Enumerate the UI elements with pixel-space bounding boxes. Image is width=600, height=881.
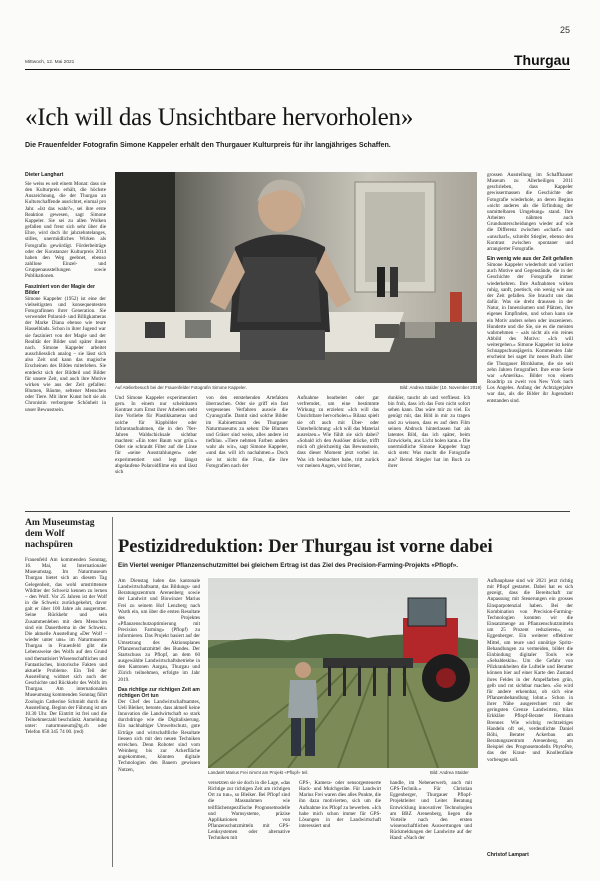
main-column-1	[25, 181, 106, 504]
main-col4-text: Aufnahme bearbeitet oder gar verfremdet, um eine bestimmte Wirkung zu erzielen: «Ich will das Unsichtbare hervorholen.» Bilanz spielt sie oft auch mit Über- oder Unterbelichtung: «Ich will das Material ausreizen.» Wie fühlt sie sich dabei? «Sobald ich den Auslöser drücke, trifft mich oft gleichzeitig das Bewusstsein, dass dieser Moment jetzt vorbei ist. Was ich beobachtet habe, tritt zurück vor meinen Augen, wird ferner,	[297, 395, 379, 469]
second-col5-text: Aufbauphase sind wir 2021 jetzt richtig mit Pflopf gestartet. Dabei hat es sich gezeigt, dass die Bereitschaft zur Anpassung mit Steuerungen ein grosses Einsparpotenzial haben. Bei der Kombination von Precision-Farming-Technologien konnten wir die Einsatzmenge an Pflanzenschutzmitteln um 25 Prozent reduzieren», so Eggenberger. Ein weiterer effektiver Mittel, um teure und unnötige Spritz-Behandlungen zu vermeiden, bildet die Einbindung digitaler Tools wie «Sebaldeskin». Um die Gefahr von Pilzkrankheiten die Lufteile und Beratter können hier auf einer Karte den Zustand ihres Feldes in der Ampelfarben grün, gelb und rot sichtbar machen. «So wird für andere erkennbar, ob sich eine Pflanzenbehandlung lohnt.» Schon in ihrer Nähe ausgerechnet mit der geringsten Grenze Landwirten, bilan Erkkläre Pflopf-Berater Hermann Brenner. Wie wichtig rechtzeitiges Handeln oft sei, verdeutlichte Daniel Böhi, Berater Ackerbau am Beratungszentrum Arenenberg, am Beispiel des Prognosemodells PhytoPre, das der Kraut- und Knollenfäule vorbeugen soll.	[487, 578, 573, 763]
section-title: Thurgau	[514, 52, 570, 68]
main-col2-text: Und Simone Kappeler experimentiert gern. In einem nur scheinbaren Kontrast zum Ernst ihrer Arbeiten steht ihre Vorliebe für Plastikkameras und solche für Kippbilder oder Infrarotaufnahmen, die in den 70er-Jahren Waldschicksale sichtbar machten: «Ein toter Baum war grün.» Oder sie schraubt Filter auf die Linse für «seine Ausstrahlungen» oder experimentiert und legt längst abgelaufene Polaroidfilme ein und lässt sich	[115, 395, 197, 475]
main-photo-caption: Auf Atelierbesuch bei der Frauenfelder Fotografin Simone Kappeler.	[115, 385, 247, 390]
second-author: Christof Lampart	[487, 852, 529, 858]
second-photo-caption: Landwirt Marius Frei nimmt am Projekt «Pflopf» teil.	[208, 770, 309, 775]
farmer-tractor-image	[208, 578, 478, 768]
main-col6b-text: Simone Kappeler wiederholt und variiert auch Motive und Gegenstände, die in der Geschichte der Fotografie immer wiederkehren. Ihre Aufnahmen wirken ruhig, sanft, poetisch, ein wenig wie aus der Zeit gefallen. Sie braucht uns das dafür. Was sie dreht draussen in der Natur, in Innenräumen und Plätzen, ihre eigenes Empfinden, und schon kann sie ein Motiv anders sehen oder inszenieren. Hunderte und die Sie, sie es die meisten wahrnehmen – «als nicht als ein reines Abbild des Motivs: «Ich will weitergeben.» Simone Kappeler ist keine Schnappschussjägerin. Kommenden Jahr erscheint bei saget ihr neues Buch über die Thurgauer Birnbäume, die sie seit zehn Jahren fotografiert. Ihre erste Serie war «Amerika». Bilder von einem Roadtrip zu zweit von New York nach Los Angeles. Anfang der Achtzigerjahre war das, als die Bilder ihr Jugendzeit entstanden sind.	[487, 262, 573, 404]
main-lead: Die Frauenfelder Fotografin Simone Kappeler erhält den Thurgauer Kulturpreis für ihr langjähriges Schaffen.	[25, 141, 391, 149]
main-column-6	[487, 172, 573, 505]
second-subhead: Das richtige zur richtigen Zeit am richtigen Ort tun	[118, 686, 200, 699]
main-subhead-1: Fasziniert von der Magie der Bilder	[25, 283, 96, 296]
header-rule	[25, 69, 570, 70]
second-column-2	[208, 780, 290, 868]
main-column-5	[388, 395, 470, 505]
second-col4-text: handle, im Nebenerwerb, auch mit GPS-Technik.» Für Christian Eggenberger, Thurgauer Pflopf-Projektleiter und Leiter Beratung Entwicklung innovativer Technologien am BBZ Arenenberg, liegen die Vorteile nach den ersten wissenschaftlichen Auswertungen und Rückmeldungen der Landwirte auf der Hand: «Nach der	[390, 780, 472, 842]
main-col5-text: dunkler, taucht ab und verfliesst. Ich bin froh, dass ich das Foto nicht sofort sehen kann. Das wäre mir zu viel. Es genügt mir, das Bild in mir zu tragen und zu wissen, dass es auf dem Film seinen Abdruck hinterlassen hat als latentes Bild, das ich später, beim Entwickeln, ans Licht holen kann.» Die unermüdliche Simone Kappeler fragt sich stets: Was macht die Fotografie aus? Bernd Stiegler hat im Buch zu ihrer	[388, 395, 470, 469]
main-column-3	[206, 395, 288, 505]
second-photo	[208, 578, 478, 768]
main-photo-credit: Bild: Andrea Stalder (10. November 2019)	[400, 385, 482, 390]
sidebar-divider	[112, 517, 113, 867]
main-author: Dieter Langhart	[25, 172, 64, 178]
sidebar-text	[25, 557, 107, 862]
main-col1-text: Sie weiss es seit einem Monat: dass sie den Kulturpreis erhält, die höchste Auszeichnung, die der Thurgau an Kulturschaffende ausrichtet, einmal pro Jahr. «Ist das wahr?», sei ihre erste Reaktion gewesen, sagt Simone Kappeler. Sie sei zu allen Wolken gefallen und freut sich sehr über die Ehre, wird doch ihr jahrzehntelanges, stilles, unermüdliches Wirken als Fotografin gewürdigt. Förderbeiträge oder der Konstanzer Kulturpreis 2014 haben den Weg geebnet, ebenso zahllose Einzel- und Gruppenausstellungen sowie Publikationen.	[25, 181, 106, 280]
second-lead: Ein Viertel weniger Pflanzenschutzmittel bei gleichem Ertrag ist das Ziel des Precision-Farming-Projekts «Pflopf».	[118, 562, 459, 569]
story-divider	[25, 511, 570, 512]
sidebar-body: Frauenfeld Am kommenden Sonntag, 16. Mai, ist Internationaler Museumstag. Im Naturmuseum Thurgau bietet sich an diesem Tag Gelegenheit, das wohl umstrittenste Wildtier der Schweiz kennen zu lernen – den Wolf. Vor 25 Jahren ist der Wolf in die Schweiz zurückgekehrt, davor galt er über 100 Jahre als ausgerottet. Seine Rückkehr und sein Zusammenleben mit dem Menschen sind ein Dauerthema in der Schweiz. Die aktuelle Ausstellung «Der Wolf – wieder unter uns» im Naturmuseum Thurgau in Frauenfeld gibt die Lebensweise des Wolfs auf den Grund und thematisiert Wissenschaftliches und Fantastisches, historische Fakten und aktuelle Probleme. Ein Teil der Ausstellung widmet sich auch der Geschichte und Rückkehr des Wolfs im Thurgau. Am internationalen Museumstag kommenden Sonntag führt Zoologin Catherine Schmidt durch die Ausstellung. Beginn der Führung ist um 10.30 Uhr. Der Eintritt ist frei und die Teilnehmerzahl beschränkt. Anmeldung unter: naturmuseum@tg.ch oder Telefon 058 345 74 00. (red)	[25, 557, 107, 736]
main-headline: «Ich will das Unsichtbare hervorholen»	[25, 104, 414, 131]
main-column-2	[115, 395, 197, 505]
second-col1b-text: Der Chef des Landwirtschaftsamtes, Ueli Bleiker, betonte, dass aktuell keine Innovation die Landwirtschaft so stark durchdringe wie die Digitalisierung. Ein nachhaltiger Umweltschutz, gute Erträge und wirtschaftliche Resultate liessen sich mit den neuen Techniken erreichen. Denn Roboter sind vom Weinberg bis zur Ackerfläche angekommen, könnten digitale Technologien den Bauern gewissen Nutzen,	[118, 698, 200, 773]
main-photo	[115, 172, 477, 383]
second-column-1	[118, 578, 200, 868]
second-col2-text: versetzten sie sie doch in die Lage, «das Richtige zur richtigen Zeit am richtigen Ort zu tun», so Bleiker. Bei Pflopf sind die Massnahmen wie teilflächenspezifische Prognosemodelle und Warnsysteme, präzise Applikationen von Pflanzenschutzmitteln mit GPS-Lenksystemen oder alternative Techniken mit	[208, 780, 290, 842]
photographer-portrait-image	[115, 172, 477, 383]
second-column-4	[390, 780, 472, 868]
page-number: 25	[559, 25, 570, 35]
main-col3-text: von den entstehenden Artefakten überraschen. Oder sie griff ein fast vergessenes Verfahren auswie die Cyanografie. Damit sind solche Bilder im Kabinettraum des Thurgauer Naturmuseums zu sehen: Die Blumen und Gräser sind weiss, alles andere ist tiefblau. «Tiere nehmen Farben anders wahr als wir», sagt Simone Kappeler, «und das will ich nachahmen.» Doch sie ist nicht die Frau, die ihre Fotografien nach der	[206, 395, 288, 469]
second-col1-text: Am Dienstag luden das kantonale Landwirtschaftsamt, das Bildungs- und Beratungszentrum Arenenberg sowie der Landwirt und Biowinzer Marius Frei zu seinem Hof Lenzberg nach Warth ein, um über die ersten Resultate des Projektes «Pflanzenschutzoptimierung mit Precision Farming» (Pflopf) zu informieren. Das Projekt basiert auf der Umsetzung des Aktionsplanes Pflanzenschutzmittel des Bundes. Der Startschuss zu Pflopf, an dem 60 ausgewählte Landwirtschaftsbetriebe in den Kantonen Aargau, Thurgau und Zürich teilnehmen, erfolgte im Jahr 2019.	[118, 578, 200, 683]
second-column-3	[299, 780, 381, 868]
sidebar-headline: Am Museumstag dem Wolf nachspüren	[25, 517, 95, 550]
main-col6-text: grossen Ausstellung im Schaffhauser Museum zu Allerheiligen 2011 geschrieben, dass Kappeler gewissermassen die Geschichte der Fotografie wiederhole, an deren Beginn «nicht anderes als die Erfindung der unmittelbaren Umgebung» stand. Ihre Arbeiten nähmen auch Grundunterscheidungen wieder auf wie die Differenz zwischen «scharf» und «unscharf», schreibt Stiegler, ebenso den Kontrast zwischen spontaner und arrangierter Fotografie.	[487, 172, 573, 252]
second-photo-credit: Bild: Andrea Stalder	[430, 770, 469, 775]
main-column-4	[297, 395, 379, 505]
second-headline: Pestizidreduktion: Der Thurgau ist vorne dabei	[118, 537, 493, 557]
main-col1b-text: Simone Kappeler (1952) ist eine der vielseitigsten und konsequentesten Fotografinnen ihrer Generation. Sie verwendet Polaroid- und Billigkameras der Marke Diana ebenso wie teure Hasselblads. Schon in ihrer Jugend war sie fasziniert von der Magie und der Realität der Bilder und später ihnen nach. Simone Kappeler arbeitet ausschliesslich analog – sie lässt sich also Zeit und kann das magische Erscheinen des Bildes miterleben. Sie entdeckt sich der Bildteil und Bilder für unsere Zeit, und auch ihre Motive wirken wie aus der Zeit gefallen: Blumen, Bäume, seltener Menschen oder Tiere. Mit ihrer Kunst holt sie als Chronistin verborgene Schönheit in unser Bewusstsein.	[25, 295, 106, 413]
second-col3-text: GPS-, Kamera- oder sensorgesteuerte Hack- und Mulchgeräte. Für Landwirt Marius Frei waren dies alles Punkte, die ihn dazu motivierten, sich um die Aufnahme ins Pflopf zu bewerben. «Ich habe mich schon immer für GPS-Lösungen in der Landwirtschaft interessiert und	[299, 780, 381, 830]
second-column-5	[487, 578, 573, 848]
main-subhead-2: Ein wenig wie aus der Zeit gefallen	[487, 256, 573, 263]
issue-date: Mittwoch, 12. Mai 2021	[25, 60, 75, 65]
